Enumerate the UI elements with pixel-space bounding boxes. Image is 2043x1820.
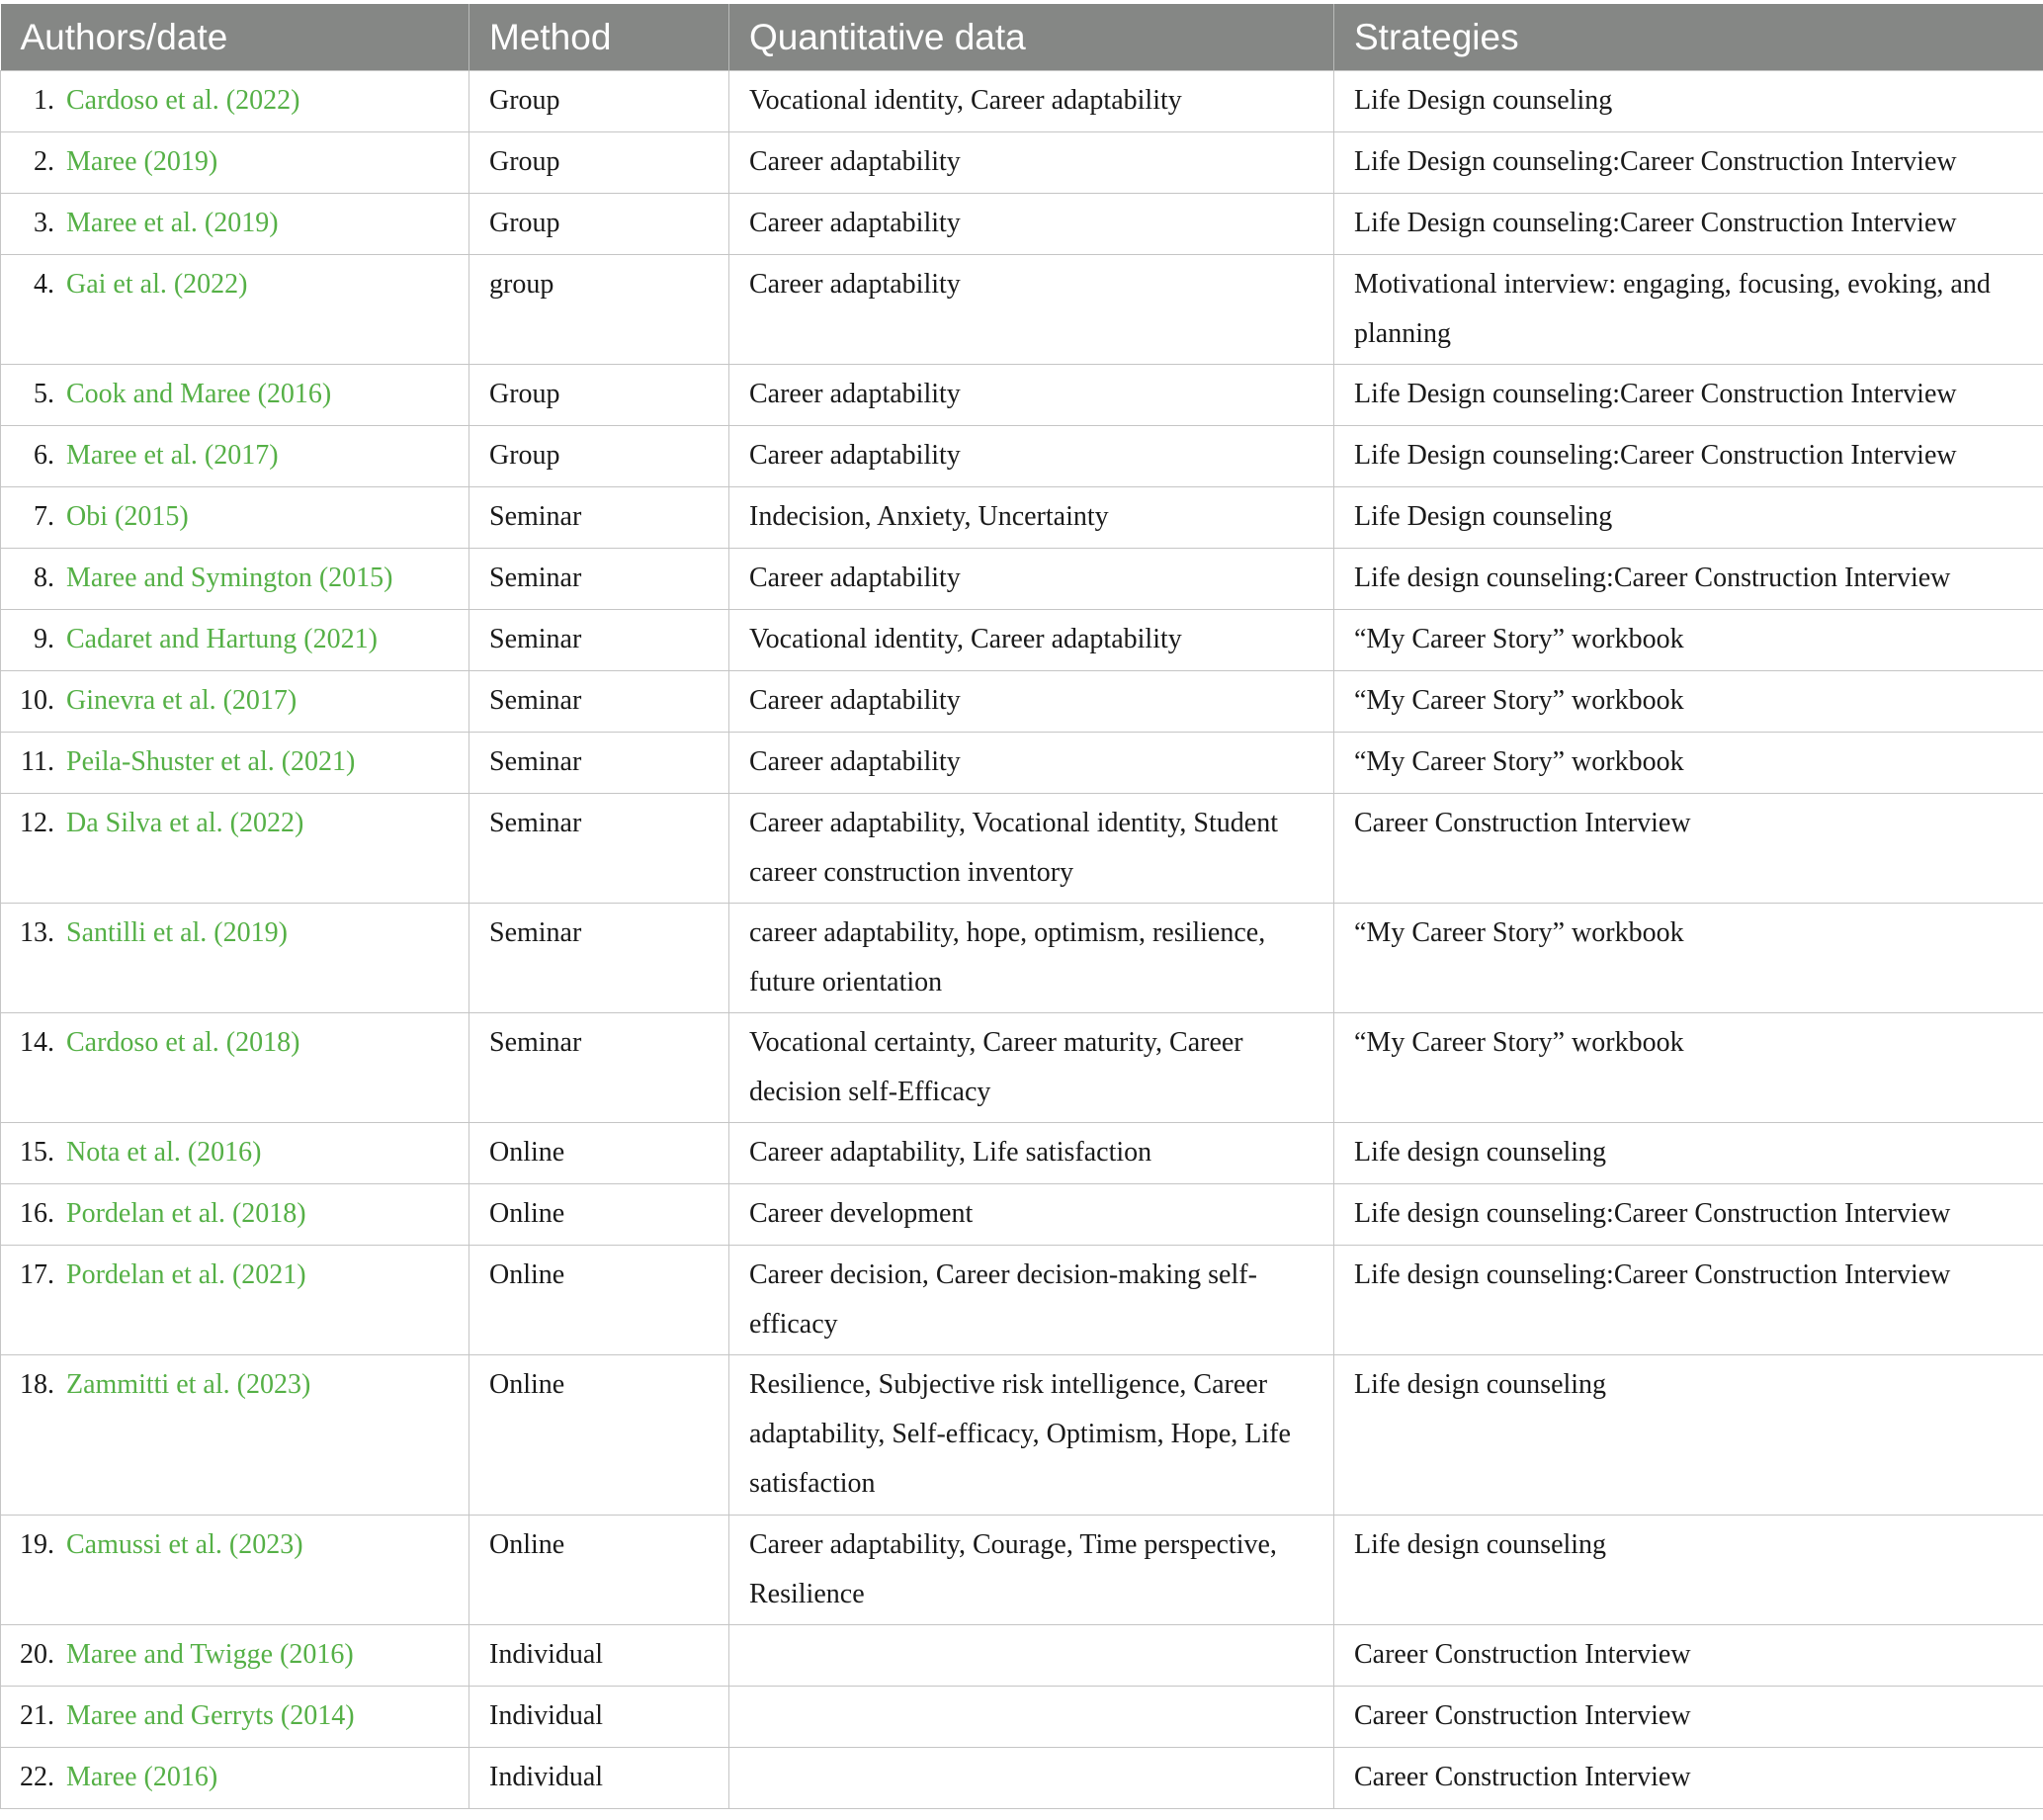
strategy-text: Motivational interview: engaging, focusing, evoking, and planning xyxy=(1354,269,1991,349)
cell-author xyxy=(1,794,469,904)
row-number: 17. xyxy=(20,1259,54,1290)
cell-author xyxy=(1,1184,469,1246)
method-text: Individual xyxy=(489,1700,604,1731)
cell-author xyxy=(1,1123,469,1184)
cell-quantitative-data xyxy=(729,365,1334,426)
row-number: 6. xyxy=(34,440,54,471)
cell-author xyxy=(1,194,469,255)
cell-method xyxy=(469,1184,729,1246)
table-row xyxy=(1,426,2043,487)
author-line xyxy=(1,1251,449,1300)
citation-link[interactable]: Cook and Maree (2016) xyxy=(66,379,332,409)
cell-quantitative-data xyxy=(729,1687,1334,1748)
cell-quantitative-data xyxy=(729,794,1334,904)
quantitative-data-text: Career adaptability xyxy=(749,146,961,177)
row-number: 7. xyxy=(34,501,54,532)
citation-link[interactable]: Zammitti et al. (2023) xyxy=(66,1369,311,1400)
quantitative-data-text: Career adaptability, Life satisfaction xyxy=(749,1137,1152,1168)
table-row xyxy=(1,1355,2043,1516)
quantitative-data-text: Vocational identity, Career adaptability xyxy=(749,624,1182,654)
row-number: 15. xyxy=(20,1137,54,1168)
strategy-text: Life Design counseling xyxy=(1354,501,1613,532)
cell-author xyxy=(1,365,469,426)
table-header xyxy=(1,4,2043,71)
quantitative-data-text: Career adaptability xyxy=(749,685,961,716)
studies-table xyxy=(0,4,2043,1809)
method-text: Seminar xyxy=(489,685,582,716)
cell-quantitative-data xyxy=(729,487,1334,549)
cell-author xyxy=(1,132,469,194)
citation-link[interactable]: Maree and Symington (2015) xyxy=(66,563,393,593)
cell-method xyxy=(469,71,729,132)
citation-link[interactable]: Ginevra et al. (2017) xyxy=(66,685,298,716)
author-line xyxy=(1,799,449,848)
strategy-text: “My Career Story” workbook xyxy=(1354,746,1684,777)
cell-quantitative-data xyxy=(729,1516,1334,1625)
method-text: Seminar xyxy=(489,808,582,838)
cell-strategy xyxy=(1334,1184,2043,1246)
table-row xyxy=(1,671,2043,733)
quantitative-data-text: Career adaptability xyxy=(749,746,961,777)
citation-link[interactable]: Cadaret and Hartung (2021) xyxy=(66,624,378,654)
table-row xyxy=(1,794,2043,904)
cell-method xyxy=(469,487,729,549)
cell-author xyxy=(1,426,469,487)
cell-strategy xyxy=(1334,365,2043,426)
table-row xyxy=(1,132,2043,194)
table-row xyxy=(1,904,2043,1013)
strategy-text: Career Construction Interview xyxy=(1354,1639,1691,1670)
author-line xyxy=(1,615,449,664)
strategy-text: “My Career Story” workbook xyxy=(1354,917,1684,948)
cell-author xyxy=(1,1246,469,1355)
cell-strategy xyxy=(1334,1748,2043,1809)
strategy-text: Life Design counseling:Career Construction Interview xyxy=(1354,440,1957,471)
quantitative-data-text: Resilience, Subjective risk intelligence, Career adaptability, Self-efficacy, Optimism, Hope, Life satisfaction xyxy=(749,1369,1291,1499)
cell-author xyxy=(1,1687,469,1748)
cell-method xyxy=(469,1687,729,1748)
strategy-text: Life Design counseling:Career Construction Interview xyxy=(1354,146,1957,177)
cell-quantitative-data xyxy=(729,255,1334,365)
method-text: Online xyxy=(489,1198,565,1229)
cell-method xyxy=(469,1123,729,1184)
cell-strategy xyxy=(1334,426,2043,487)
quantitative-data-text: Vocational certainty, Career maturity, Career decision self-Efficacy xyxy=(749,1027,1243,1107)
table-row xyxy=(1,1013,2043,1123)
row-number: 3. xyxy=(34,208,54,238)
cell-author xyxy=(1,1355,469,1516)
method-text: Seminar xyxy=(489,563,582,593)
cell-strategy xyxy=(1334,671,2043,733)
citation-link[interactable]: Maree and Twigge (2016) xyxy=(66,1639,354,1670)
header-strategies: Strategies xyxy=(1334,4,2043,71)
method-text: Seminar xyxy=(489,746,582,777)
author-line xyxy=(1,370,449,419)
cell-method xyxy=(469,426,729,487)
table-row xyxy=(1,1516,2043,1625)
cell-author xyxy=(1,71,469,132)
method-text: Seminar xyxy=(489,1027,582,1058)
strategy-text: Life design counseling:Career Construction Interview xyxy=(1354,563,1951,593)
cell-author xyxy=(1,610,469,671)
citation-link[interactable]: Gai et al. (2022) xyxy=(66,269,248,300)
table-row xyxy=(1,255,2043,365)
cell-strategy xyxy=(1334,194,2043,255)
citation-link[interactable]: Santilli et al. (2019) xyxy=(66,917,288,948)
table-row xyxy=(1,1625,2043,1687)
method-text: Individual xyxy=(489,1639,604,1670)
cell-author xyxy=(1,549,469,610)
citation-link[interactable]: Camussi et al. (2023) xyxy=(66,1529,303,1560)
strategy-text: Life Design counseling:Career Construction Interview xyxy=(1354,379,1957,409)
cell-quantitative-data xyxy=(729,426,1334,487)
quantitative-data-text: Vocational identity, Career adaptability xyxy=(749,85,1182,116)
cell-method xyxy=(469,365,729,426)
cell-method xyxy=(469,255,729,365)
cell-author xyxy=(1,1516,469,1625)
row-number: 14. xyxy=(20,1027,54,1058)
quantitative-data-text: Career adaptability, Courage, Time perspective, Resilience xyxy=(749,1529,1277,1609)
cell-quantitative-data xyxy=(729,194,1334,255)
table-row xyxy=(1,194,2043,255)
quantitative-data-text: career adaptability, hope, optimism, resilience, future orientation xyxy=(749,917,1266,997)
author-line xyxy=(1,676,449,726)
cell-quantitative-data xyxy=(729,1123,1334,1184)
cell-strategy xyxy=(1334,549,2043,610)
cell-method xyxy=(469,1625,729,1687)
author-line xyxy=(1,260,449,309)
strategy-text: Career Construction Interview xyxy=(1354,1700,1691,1731)
cell-author xyxy=(1,671,469,733)
cell-author xyxy=(1,1013,469,1123)
strategy-text: Life design counseling xyxy=(1354,1529,1607,1560)
table-row xyxy=(1,1123,2043,1184)
cell-quantitative-data xyxy=(729,549,1334,610)
cell-method xyxy=(469,132,729,194)
quantitative-data-text: Career development xyxy=(749,1198,974,1229)
method-text: Online xyxy=(489,1529,565,1560)
cell-method xyxy=(469,904,729,1013)
table-body xyxy=(1,71,2043,1809)
citation-link[interactable]: Peila-Shuster et al. (2021) xyxy=(66,746,356,777)
table-row xyxy=(1,1748,2043,1809)
row-number: 12. xyxy=(20,808,54,838)
row-number: 13. xyxy=(20,917,54,948)
cell-quantitative-data xyxy=(729,132,1334,194)
cell-author xyxy=(1,1625,469,1687)
row-number: 8. xyxy=(34,563,54,593)
row-number: 20. xyxy=(20,1639,54,1670)
table-row xyxy=(1,610,2043,671)
author-line xyxy=(1,431,449,480)
table-row xyxy=(1,1687,2043,1748)
row-number: 5. xyxy=(34,379,54,409)
cell-author xyxy=(1,255,469,365)
strategy-text: Life design counseling:Career Construction Interview xyxy=(1354,1259,1951,1290)
method-text: Group xyxy=(489,85,560,116)
header-row xyxy=(1,4,2043,71)
cell-method xyxy=(469,194,729,255)
author-line xyxy=(1,1520,449,1570)
row-number: 18. xyxy=(20,1369,54,1400)
citation-link[interactable]: Pordelan et al. (2018) xyxy=(66,1198,306,1229)
header-quantitative-data: Quantitative data xyxy=(729,4,1334,71)
citation-link[interactable]: Nota et al. (2016) xyxy=(66,1137,262,1168)
strategy-text: Life design counseling xyxy=(1354,1137,1607,1168)
row-number: 21. xyxy=(20,1700,54,1731)
author-line xyxy=(1,1753,449,1802)
cell-quantitative-data xyxy=(729,671,1334,733)
cell-quantitative-data xyxy=(729,904,1334,1013)
cell-method xyxy=(469,549,729,610)
method-text: Individual xyxy=(489,1762,604,1792)
quantitative-data-text: Career adaptability xyxy=(749,440,961,471)
cell-author xyxy=(1,487,469,549)
cell-quantitative-data xyxy=(729,1184,1334,1246)
row-number: 4. xyxy=(34,269,54,300)
author-line xyxy=(1,1360,449,1410)
row-number: 22. xyxy=(20,1762,54,1792)
citation-link[interactable]: Maree et al. (2019) xyxy=(66,208,279,238)
quantitative-data-text: Indecision, Anxiety, Uncertainty xyxy=(749,501,1109,532)
author-line xyxy=(1,909,449,958)
cell-method xyxy=(469,1355,729,1516)
cell-quantitative-data xyxy=(729,1246,1334,1355)
method-text: Seminar xyxy=(489,624,582,654)
method-text: Group xyxy=(489,146,560,177)
citation-link[interactable]: Maree (2016) xyxy=(66,1762,218,1792)
cell-strategy xyxy=(1334,1246,2043,1355)
row-number: 9. xyxy=(34,624,54,654)
cell-method xyxy=(469,610,729,671)
cell-quantitative-data xyxy=(729,610,1334,671)
author-line xyxy=(1,199,449,248)
row-number: 10. xyxy=(20,685,54,716)
cell-strategy xyxy=(1334,1123,2043,1184)
cell-strategy xyxy=(1334,255,2043,365)
strategy-text: Career Construction Interview xyxy=(1354,808,1691,838)
table-row xyxy=(1,733,2043,794)
quantitative-data-text: Career decision, Career decision-making self-efficacy xyxy=(749,1259,1257,1340)
cell-quantitative-data xyxy=(729,1013,1334,1123)
author-line xyxy=(1,1691,449,1741)
method-text: Group xyxy=(489,379,560,409)
author-line xyxy=(1,737,449,787)
cell-strategy xyxy=(1334,71,2043,132)
author-line xyxy=(1,76,449,126)
method-text: Online xyxy=(489,1137,565,1168)
citation-link[interactable]: Pordelan et al. (2021) xyxy=(66,1259,306,1290)
table-row xyxy=(1,1246,2043,1355)
method-text: Seminar xyxy=(489,917,582,948)
quantitative-data-text: Career adaptability xyxy=(749,269,961,300)
row-number: 16. xyxy=(20,1198,54,1229)
row-number: 11. xyxy=(21,746,54,777)
quantitative-data-text: Career adaptability xyxy=(749,379,961,409)
cell-strategy xyxy=(1334,1013,2043,1123)
citation-link[interactable]: Da Silva et al. (2022) xyxy=(66,808,304,838)
cell-strategy xyxy=(1334,794,2043,904)
table-row xyxy=(1,487,2043,549)
method-text: Online xyxy=(489,1369,565,1400)
author-line xyxy=(1,1630,449,1680)
strategy-text: Life Design counseling xyxy=(1354,85,1613,116)
strategy-text: Career Construction Interview xyxy=(1354,1762,1691,1792)
method-text: Group xyxy=(489,208,560,238)
cell-quantitative-data xyxy=(729,1355,1334,1516)
strategy-text: “My Career Story” workbook xyxy=(1354,685,1684,716)
cell-method xyxy=(469,671,729,733)
header-authors-date: Authors/date xyxy=(1,4,469,71)
cell-quantitative-data xyxy=(729,1748,1334,1809)
method-text: group xyxy=(489,269,554,300)
row-number: 19. xyxy=(20,1529,54,1560)
cell-strategy xyxy=(1334,1625,2043,1687)
quantitative-data-text: Career adaptability xyxy=(749,208,961,238)
strategy-text: “My Career Story” workbook xyxy=(1354,1027,1684,1058)
strategy-text: Life design counseling xyxy=(1354,1369,1607,1400)
cell-author xyxy=(1,1748,469,1809)
citation-link[interactable]: Obi (2015) xyxy=(66,501,189,532)
citation-link[interactable]: Cardoso et al. (2018) xyxy=(66,1027,300,1058)
cell-strategy xyxy=(1334,610,2043,671)
cell-strategy xyxy=(1334,904,2043,1013)
cell-method xyxy=(469,1516,729,1625)
header-method: Method xyxy=(469,4,729,71)
table-row xyxy=(1,549,2043,610)
table-row xyxy=(1,1184,2043,1246)
method-text: Online xyxy=(489,1259,565,1290)
cell-method xyxy=(469,794,729,904)
table-row xyxy=(1,365,2043,426)
quantitative-data-text: Career adaptability xyxy=(749,563,961,593)
strategy-text: Life design counseling:Career Construction Interview xyxy=(1354,1198,1951,1229)
cell-quantitative-data xyxy=(729,733,1334,794)
cell-author xyxy=(1,733,469,794)
citation-link[interactable]: Maree and Gerryts (2014) xyxy=(66,1700,355,1731)
cell-quantitative-data xyxy=(729,71,1334,132)
author-line xyxy=(1,554,449,603)
row-number: 1. xyxy=(34,85,54,116)
cell-method xyxy=(469,733,729,794)
cell-quantitative-data xyxy=(729,1625,1334,1687)
citation-link[interactable]: Cardoso et al. (2022) xyxy=(66,85,300,116)
table-row xyxy=(1,71,2043,132)
quantitative-data-text: Career adaptability, Vocational identity, Student career construction inventory xyxy=(749,808,1278,888)
citation-link[interactable]: Maree (2019) xyxy=(66,146,218,177)
cell-strategy xyxy=(1334,132,2043,194)
cell-strategy xyxy=(1334,487,2043,549)
citation-link[interactable]: Maree et al. (2017) xyxy=(66,440,279,471)
cell-strategy xyxy=(1334,1687,2043,1748)
cell-strategy xyxy=(1334,1516,2043,1625)
cell-author xyxy=(1,904,469,1013)
cell-strategy xyxy=(1334,1355,2043,1516)
cell-strategy xyxy=(1334,733,2043,794)
author-line xyxy=(1,492,449,542)
author-line xyxy=(1,1128,449,1177)
row-number: 2. xyxy=(34,146,54,177)
author-line xyxy=(1,1189,449,1239)
method-text: Seminar xyxy=(489,501,582,532)
cell-method xyxy=(469,1748,729,1809)
strategy-text: “My Career Story” workbook xyxy=(1354,624,1684,654)
author-line xyxy=(1,137,449,187)
cell-method xyxy=(469,1013,729,1123)
author-line xyxy=(1,1018,449,1068)
method-text: Group xyxy=(489,440,560,471)
strategy-text: Life Design counseling:Career Construction Interview xyxy=(1354,208,1957,238)
cell-method xyxy=(469,1246,729,1355)
